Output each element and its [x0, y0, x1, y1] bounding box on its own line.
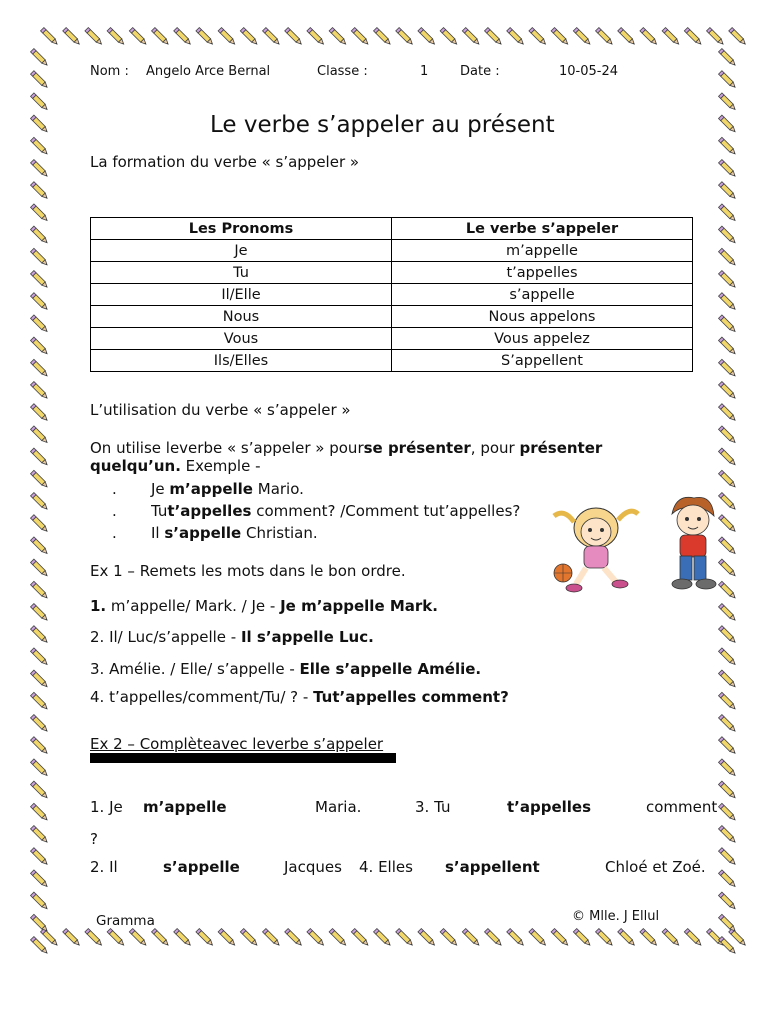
pencil-icon: [719, 115, 737, 133]
ex2-line1-num1: 1. Je: [90, 798, 123, 816]
pencil-icon: [240, 28, 258, 46]
pencil-icon: [31, 448, 49, 466]
pencil-icon: [31, 470, 49, 488]
pencil-icon: [63, 28, 81, 46]
example-bullet: .: [112, 502, 117, 520]
pencil-icon: [218, 929, 236, 947]
pencil-icon: [485, 28, 503, 46]
pencil-icon: [129, 929, 147, 947]
ex2-answer-4: s’appellent: [445, 858, 540, 876]
pencil-icon: [573, 929, 591, 947]
pencil-icon: [31, 604, 49, 622]
pronoun-cell: Nous: [91, 306, 392, 328]
utilisation-heading: L’utilisation du verbe « s’appeler »: [90, 401, 351, 419]
table-row: [91, 306, 693, 328]
pencil-icon: [41, 929, 59, 947]
example-bullet: .: [112, 524, 117, 542]
pencil-icon: [719, 248, 737, 266]
ex1-item: 3. Amélie. / Elle/ s’appelle - Elle s’appelle Amélie.: [90, 660, 482, 678]
footer-copyright: © Mlle. J Ellul: [572, 909, 660, 924]
ex2-answer-1: m’appelle: [143, 798, 227, 816]
ex1-item: 2. Il/ Luc/s’appelle - Il s’appelle Luc.: [90, 628, 374, 646]
pencil-icon: [719, 426, 737, 444]
redaction-bar: [90, 753, 396, 763]
pencil-icon: [31, 914, 49, 932]
pencil-icon: [351, 929, 369, 947]
ex2-word-1: Maria.: [315, 798, 362, 816]
pencil-icon: [31, 71, 49, 89]
pencil-icon: [31, 559, 49, 577]
ex2-line1-num3: 3. Tu: [415, 798, 451, 816]
pencil-icon: [41, 28, 59, 46]
pencil-icon: [31, 115, 49, 133]
pronoun-cell: Il/Elle: [91, 284, 392, 306]
pencil-icon: [719, 870, 737, 888]
pencil-icon: [719, 781, 737, 799]
pencil-icon: [462, 929, 480, 947]
pencil-icon: [707, 28, 725, 46]
pencil-icon: [31, 160, 49, 178]
pencil-icon: [485, 929, 503, 947]
pencil-icon: [529, 28, 547, 46]
verb-cell: S’appellent: [392, 350, 693, 372]
verb-cell: m’appelle: [392, 240, 693, 262]
date-value: 10-05-24: [559, 64, 619, 79]
pronoun-cell: Vous: [91, 328, 392, 350]
pencil-icon: [31, 537, 49, 555]
verb-cell: Vous appelez: [392, 328, 693, 350]
pencil-icon: [129, 28, 147, 46]
pencil-icon: [719, 182, 737, 200]
pencil-icon: [31, 137, 49, 155]
pencil-icon: [719, 71, 737, 89]
pencil-icon: [196, 929, 214, 947]
example-line: Il s’appelle Christian.: [151, 524, 318, 542]
column-header-verbe: Le verbe s’appeler: [392, 218, 693, 240]
pencil-icon: [31, 759, 49, 777]
pencil-icon: [719, 404, 737, 422]
pencil-icon: [31, 382, 49, 400]
table-row: [91, 350, 693, 372]
pencil-icon: [529, 929, 547, 947]
ex2-answer-3: t’appelles: [507, 798, 592, 816]
pencil-icon: [263, 929, 281, 947]
pencil-icon: [573, 28, 591, 46]
pencil-icon: [307, 929, 325, 947]
pencil-icon: [85, 929, 103, 947]
pencil-icon: [729, 28, 747, 46]
classe-label: Classe :: [317, 64, 368, 79]
pencil-icon: [640, 28, 658, 46]
pencil-icon: [31, 337, 49, 355]
pencil-icon: [31, 515, 49, 533]
pencil-icon: [218, 28, 236, 46]
ex1-heading: Ex 1 – Remets les mots dans le bon ordre.: [90, 562, 406, 580]
pencil-icon: [263, 28, 281, 46]
pencil-icon: [31, 426, 49, 444]
pencil-icon: [374, 929, 392, 947]
pencil-icon: [31, 49, 49, 67]
pencil-icon: [719, 226, 737, 244]
pencil-icon: [396, 28, 414, 46]
pencil-icon: [329, 929, 347, 947]
pencil-icon: [240, 929, 258, 947]
column-header-pronoms: Les Pronoms: [91, 218, 392, 240]
pencil-icon: [31, 271, 49, 289]
ex2-word-3: comment: [646, 798, 718, 816]
pencil-icon: [31, 359, 49, 377]
verb-cell: Nous appelons: [392, 306, 693, 328]
pencil-icon: [196, 28, 214, 46]
pencil-icon: [719, 160, 737, 178]
pencil-icon: [107, 28, 125, 46]
pencil-icon: [31, 226, 49, 244]
pencil-icon: [719, 826, 737, 844]
pencil-icon: [719, 670, 737, 688]
pencil-icon: [31, 737, 49, 755]
pencil-icon: [596, 28, 614, 46]
pencil-icon: [31, 937, 49, 955]
pencil-icon: [719, 648, 737, 666]
pencil-icon: [719, 93, 737, 111]
pencil-icon: [174, 28, 192, 46]
pencil-icon: [719, 315, 737, 333]
ex2-line2-num2: 2. Il: [90, 858, 118, 876]
boy-cartoon-illustration: [660, 492, 722, 594]
pencil-icon: [31, 715, 49, 733]
pencil-icon: [729, 929, 747, 947]
pencil-icon: [662, 929, 680, 947]
pencil-icon: [551, 929, 569, 947]
pencil-icon: [719, 626, 737, 644]
pronoun-cell: Je: [91, 240, 392, 262]
pencil-icon: [31, 670, 49, 688]
example-line: Tut’appelles comment? /Comment tut’appelles?: [151, 502, 521, 520]
pencil-icon: [31, 803, 49, 821]
pencil-icon: [85, 28, 103, 46]
pencil-icon: [31, 626, 49, 644]
pencil-icon: [719, 803, 737, 821]
pencil-icon: [31, 892, 49, 910]
formation-heading: La formation du verbe « s’appeler »: [90, 153, 360, 171]
pencil-icon: [596, 929, 614, 947]
pencil-icon: [618, 28, 636, 46]
pencil-icon: [31, 315, 49, 333]
footer-left: Gramma: [96, 913, 155, 926]
pencil-icon: [551, 28, 569, 46]
pencil-icon: [31, 581, 49, 599]
pencil-icon: [719, 914, 737, 932]
page-title: Le verbe s’appeler au présent: [210, 112, 555, 138]
pronoun-cell: Tu: [91, 262, 392, 284]
pencil-icon: [329, 28, 347, 46]
pencil-icon: [31, 826, 49, 844]
pencil-icon: [152, 28, 170, 46]
pencil-icon: [462, 28, 480, 46]
pencil-icon: [31, 848, 49, 866]
pronoun-cell: Ils/Elles: [91, 350, 392, 372]
pencil-icon: [719, 470, 737, 488]
pencil-icon: [31, 648, 49, 666]
pencil-icon: [31, 248, 49, 266]
pencil-icon: [396, 929, 414, 947]
ex2-heading: Ex 2 – Complèteavec leverbe s’appeler: [90, 735, 384, 753]
pencil-icon: [719, 359, 737, 377]
conjugation-table: [90, 217, 693, 372]
pencil-icon: [719, 49, 737, 67]
pencil-icon: [684, 28, 702, 46]
example-line: Je m’appelle Mario.: [151, 480, 304, 498]
verb-cell: s’appelle: [392, 284, 693, 306]
ex2-line2-num4: 4. Elles: [359, 858, 413, 876]
pencil-icon: [662, 28, 680, 46]
example-bullet: .: [112, 480, 117, 498]
pencil-icon: [152, 929, 170, 947]
pencil-icon: [31, 93, 49, 111]
pencil-icon: [719, 448, 737, 466]
pencil-icon: [440, 929, 458, 947]
utilisation-paragraph-line2: quelqu’un. Exemple -: [90, 457, 261, 475]
ex2-line1-continuation: ?: [90, 830, 98, 848]
pencil-icon: [719, 692, 737, 710]
pencil-icon: [719, 293, 737, 311]
pencil-icon: [31, 781, 49, 799]
ex2-word-2: Jacques: [284, 858, 342, 876]
pencil-icon: [719, 204, 737, 222]
pencil-icon: [507, 929, 525, 947]
pencil-icon: [174, 929, 192, 947]
pencil-icon: [719, 892, 737, 910]
ex2-answer-2: s’appelle: [163, 858, 240, 876]
pencil-icon: [107, 929, 125, 947]
ex1-item: 4. t’appelles/comment/Tu/ ? - Tut’appelles comment?: [90, 688, 509, 706]
classe-value: 1: [420, 64, 429, 79]
date-label: Date :: [460, 64, 500, 79]
pencil-icon: [719, 759, 737, 777]
verb-cell: t’appelles: [392, 262, 693, 284]
pencil-icon: [63, 929, 81, 947]
ex2-word-4: Chloé et Zoé.: [605, 858, 706, 876]
pencil-icon: [374, 28, 392, 46]
nom-label: Nom :: [90, 64, 129, 79]
pencil-icon: [719, 604, 737, 622]
pencil-icon: [31, 204, 49, 222]
pencil-icon: [719, 137, 737, 155]
utilisation-paragraph-line1: On utilise leverbe « s’appeler » pourse présenter, pour présenter: [90, 439, 603, 457]
pencil-icon: [719, 382, 737, 400]
pencil-icon: [285, 28, 303, 46]
pencil-icon: [719, 848, 737, 866]
ex1-item: 1. m’appelle/ Mark. / Je - Je m’appelle Mark.: [90, 597, 438, 615]
pencil-icon: [31, 870, 49, 888]
pencil-icon: [440, 28, 458, 46]
pencil-icon: [684, 929, 702, 947]
table-row: [91, 284, 693, 306]
pencil-icon: [719, 337, 737, 355]
pencil-icon: [719, 937, 737, 955]
table-row: [91, 262, 693, 284]
girl-cartoon-illustration: [550, 500, 640, 595]
pencil-icon: [640, 929, 658, 947]
table-row: [91, 328, 693, 350]
pencil-icon: [719, 715, 737, 733]
pencil-icon: [31, 493, 49, 511]
pencil-icon: [31, 182, 49, 200]
pencil-icon: [31, 404, 49, 422]
pencil-icon: [307, 28, 325, 46]
pencil-icon: [285, 929, 303, 947]
table-header-row: [91, 218, 693, 240]
pencil-icon: [418, 28, 436, 46]
table-row: [91, 240, 693, 262]
pencil-icon: [418, 929, 436, 947]
pencil-icon: [31, 692, 49, 710]
pencil-icon: [719, 737, 737, 755]
pencil-icon: [618, 929, 636, 947]
nom-value: Angelo Arce Bernal: [146, 64, 271, 79]
pencil-icon: [507, 28, 525, 46]
pencil-icon: [719, 271, 737, 289]
pencil-icon: [31, 293, 49, 311]
pencil-icon: [351, 28, 369, 46]
